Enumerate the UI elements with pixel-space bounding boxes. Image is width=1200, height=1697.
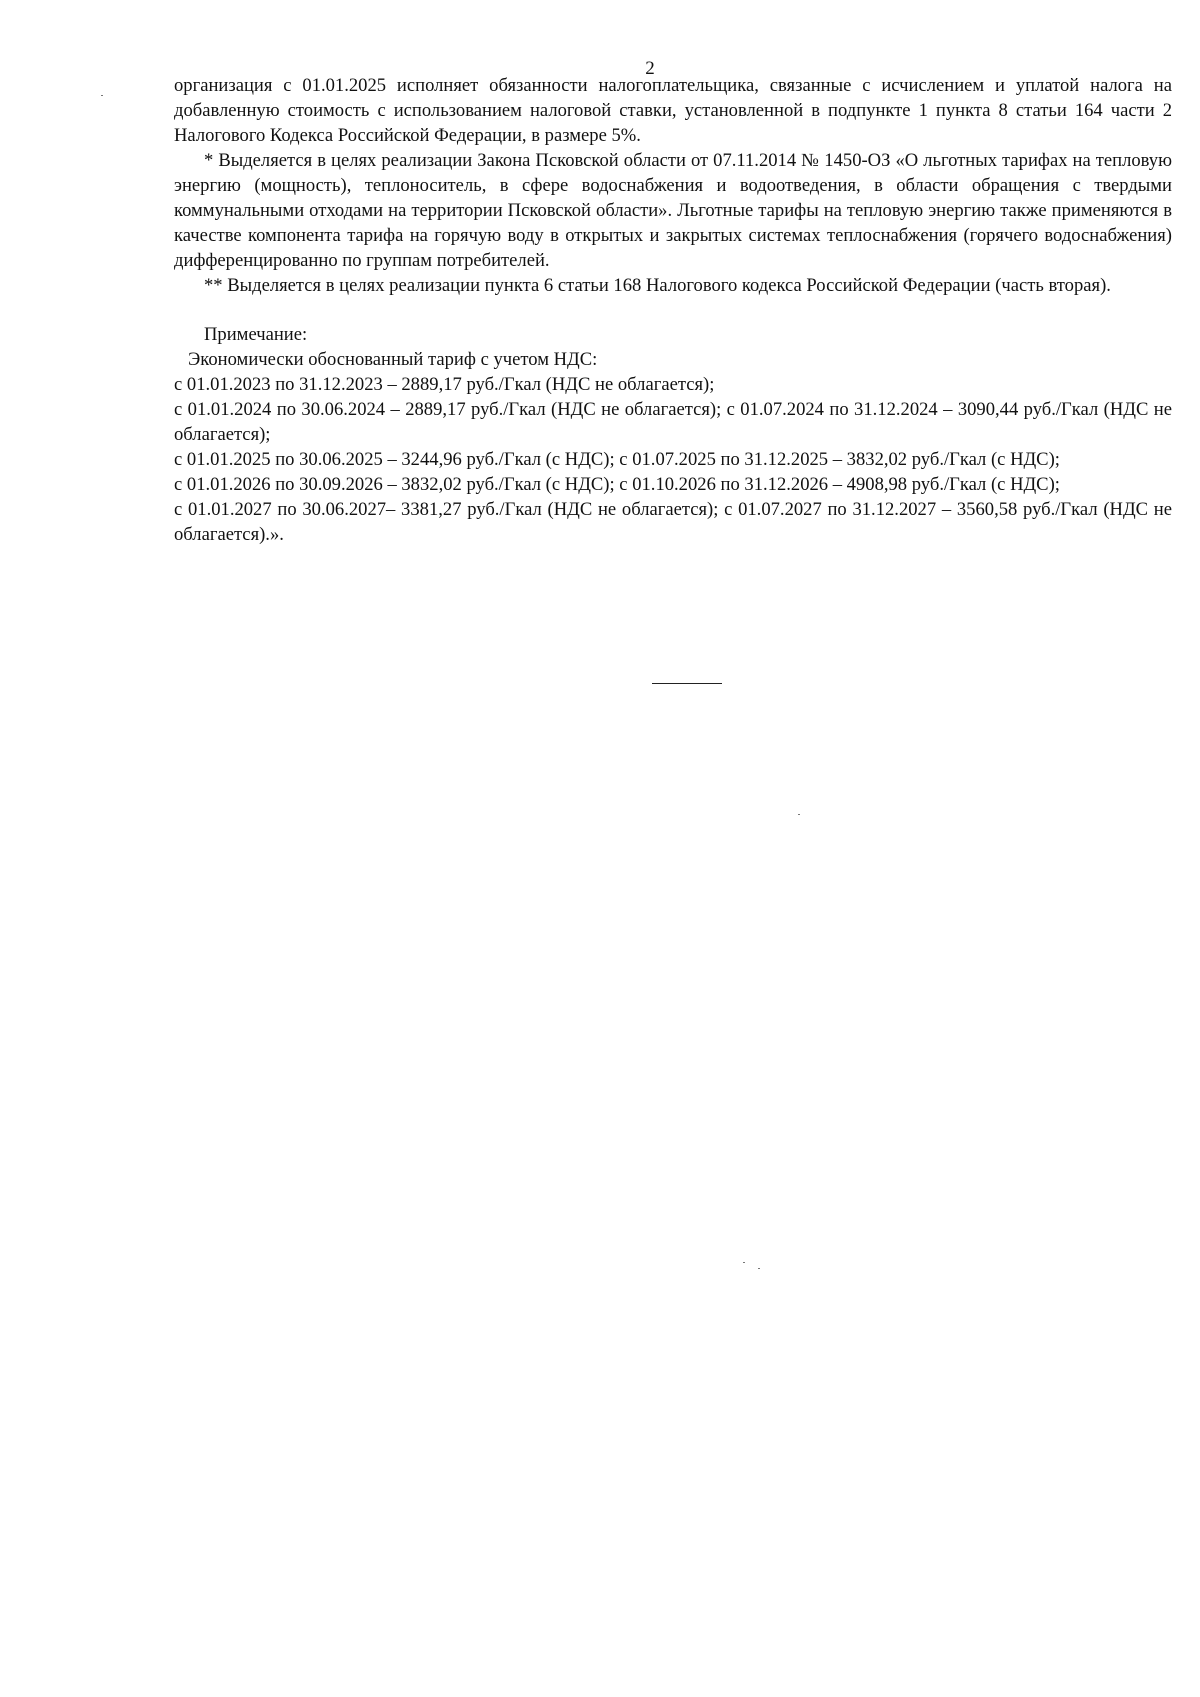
closing-rule [652,683,722,684]
scan-speck [743,1262,745,1263]
note-heading: Примечание: [204,324,308,345]
footnote-single-asterisk: * Выделяется в целях реализации Закона Псковской области от 07.11.2014 № 1450-ОЗ «О льготных тарифах на тепловую энергию (мощность), теплоноситель, в сфере водоснабжения и водоотведения, в области обращения с твердыми коммунальными отходами на территории Псковской области». Льготные тарифы на тепловую энергию также применяются в качестве компонента тарифа на горячую воду в открытых и закрытых системах теплоснабжения (горячего водоснабжения) дифференцированно по группам потребителей. [174,150,1172,271]
tariff-line-2024: с 01.01.2024 по 30.06.2024 – 2889,17 руб./Гкал (НДС не облагается); с 01.07.2024 по 31.12.2024 – 3090,44 руб./Гкал (НДС не облагается); [174,399,1172,445]
scan-speck [758,1268,760,1269]
document-body [174,73,1172,547]
tariff-line-2025: с 01.01.2025 по 30.06.2025 – 3244,96 руб./Гкал (с НДС); с 01.07.2025 по 31.12.2025 – 3832,02 руб./Гкал (с НДС); [174,449,1060,470]
footnote-double-asterisk: ** Выделяется в целях реализации пункта 6 статьи 168 Налогового кодекса Российской Федерации (часть вторая). [204,275,1111,296]
intro-paragraph: организация с 01.01.2025 исполняет обязанности налогоплательщика, связанные с исчислением и уплатой налога на добавленную стоимость с использованием налоговой ставки, установленной в подпункте 1 пункта 8 статьи 164 части 2 Налогового Кодекса Российской Федерации, в размере 5%. [174,75,1172,146]
tariff-line-2026: с 01.01.2026 по 30.09.2026 – 3832,02 руб./Гкал (с НДС); с 01.10.2026 по 31.12.2026 – 4908,98 руб./Гкал (с НДС); [174,474,1060,495]
scan-speck [798,814,800,815]
page-number: 2 [645,58,655,79]
note-subheading: Экономически обоснованный тариф с учетом НДС: [188,349,598,370]
section-spacer [174,298,1172,322]
scan-speck [101,95,103,96]
tariff-line-2027: с 01.01.2027 по 30.06.2027– 3381,27 руб./Гкал (НДС не облагается); с 01.07.2027 по 31.12.2027 – 3560,58 руб./Гкал (НДС не облагается).». [174,499,1172,545]
tariff-line-2023: с 01.01.2023 по 31.12.2023 – 2889,17 руб./Гкал (НДС не облагается); [174,374,715,395]
